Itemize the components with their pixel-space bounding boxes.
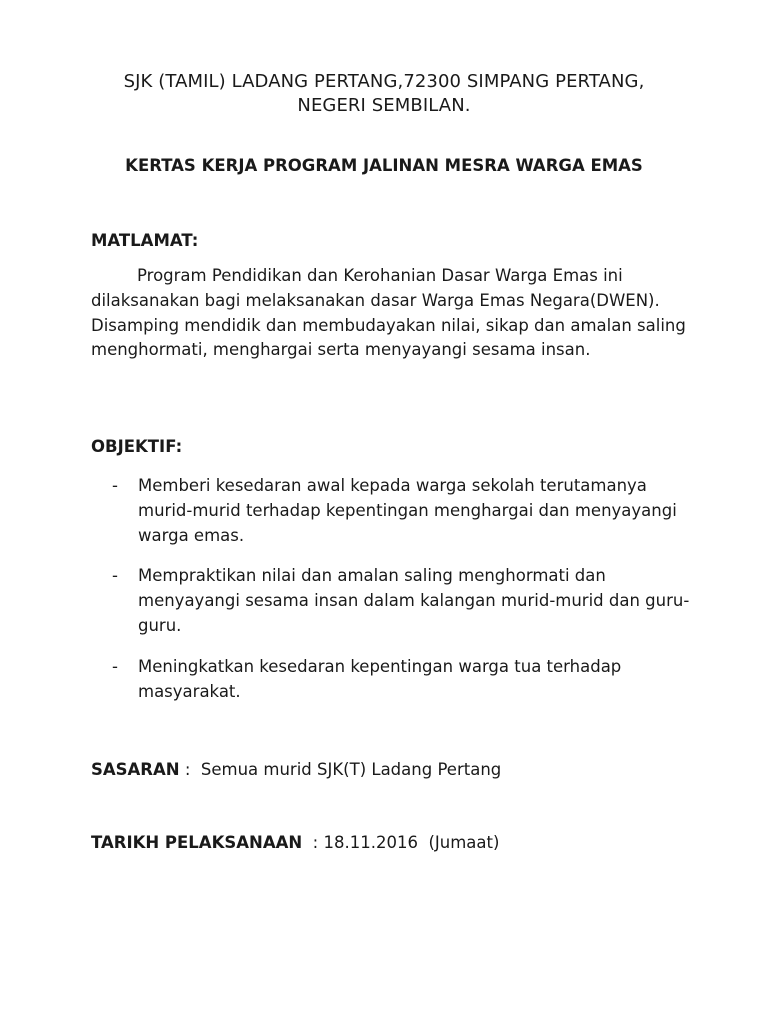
document-title: KERTAS KERJA PROGRAM JALINAN MESRA WARGA EMAS	[125, 156, 643, 175]
tarikh-label: TARIKH PELAKSANAAN	[91, 833, 303, 852]
header-line-2: NEGERI SEMBILAN.	[297, 95, 471, 116]
matlamat-text: Program Pendidikan dan Kerohanian Dasar Warga Emas ini dilaksanakan bagi melaksanakan dasar Warga Emas Negara(DWEN). Disamping mendidik dan membudayakan nilai, sikap dan amalan saling menghormati, menghargai serta menyayangi sesama insan.	[91, 266, 686, 360]
school-address-header	[40, 70, 728, 118]
list-item	[91, 474, 691, 548]
tarikh-line	[91, 832, 499, 854]
list-item-text: Meningkatkan kesedaran kepentingan warga tua terhadap masyarakat.	[138, 656, 622, 701]
bullet-dash: -	[112, 566, 118, 586]
list-item-text: Mempraktikan nilai dan amalan saling menghormati dan menyayangi sesama insan dalam kalangan murid-murid dan guru-guru.	[138, 566, 690, 635]
list-item	[91, 655, 691, 705]
bullet-dash: -	[112, 656, 118, 676]
sasaran-label: SASARAN	[91, 760, 180, 779]
tarikh-separator: :	[302, 833, 324, 852]
sasaran-line	[91, 759, 501, 781]
sasaran-value: Semua murid SJK(T) Ladang Pertang	[200, 760, 502, 779]
list-item	[91, 564, 691, 638]
matlamat-paragraph	[91, 264, 691, 363]
tarikh-value: 18.11.2016 (Jumaat)	[323, 833, 500, 852]
bullet-dash: -	[112, 476, 118, 495]
objektif-list	[91, 474, 691, 704]
list-item-text: Memberi kesedaran awal kepada warga sekolah terutamanya murid-murid terhadap kepentingan menghargai dan menyayangi warga emas.	[138, 476, 677, 545]
matlamat-heading: MATLAMAT:	[91, 231, 199, 250]
header-line-1: SJK (TAMIL) LADANG PERTANG,72300 SIMPANG PERTANG,	[123, 71, 645, 92]
sasaran-separator: :	[179, 760, 201, 779]
objektif-heading: OBJEKTIF:	[91, 437, 183, 456]
